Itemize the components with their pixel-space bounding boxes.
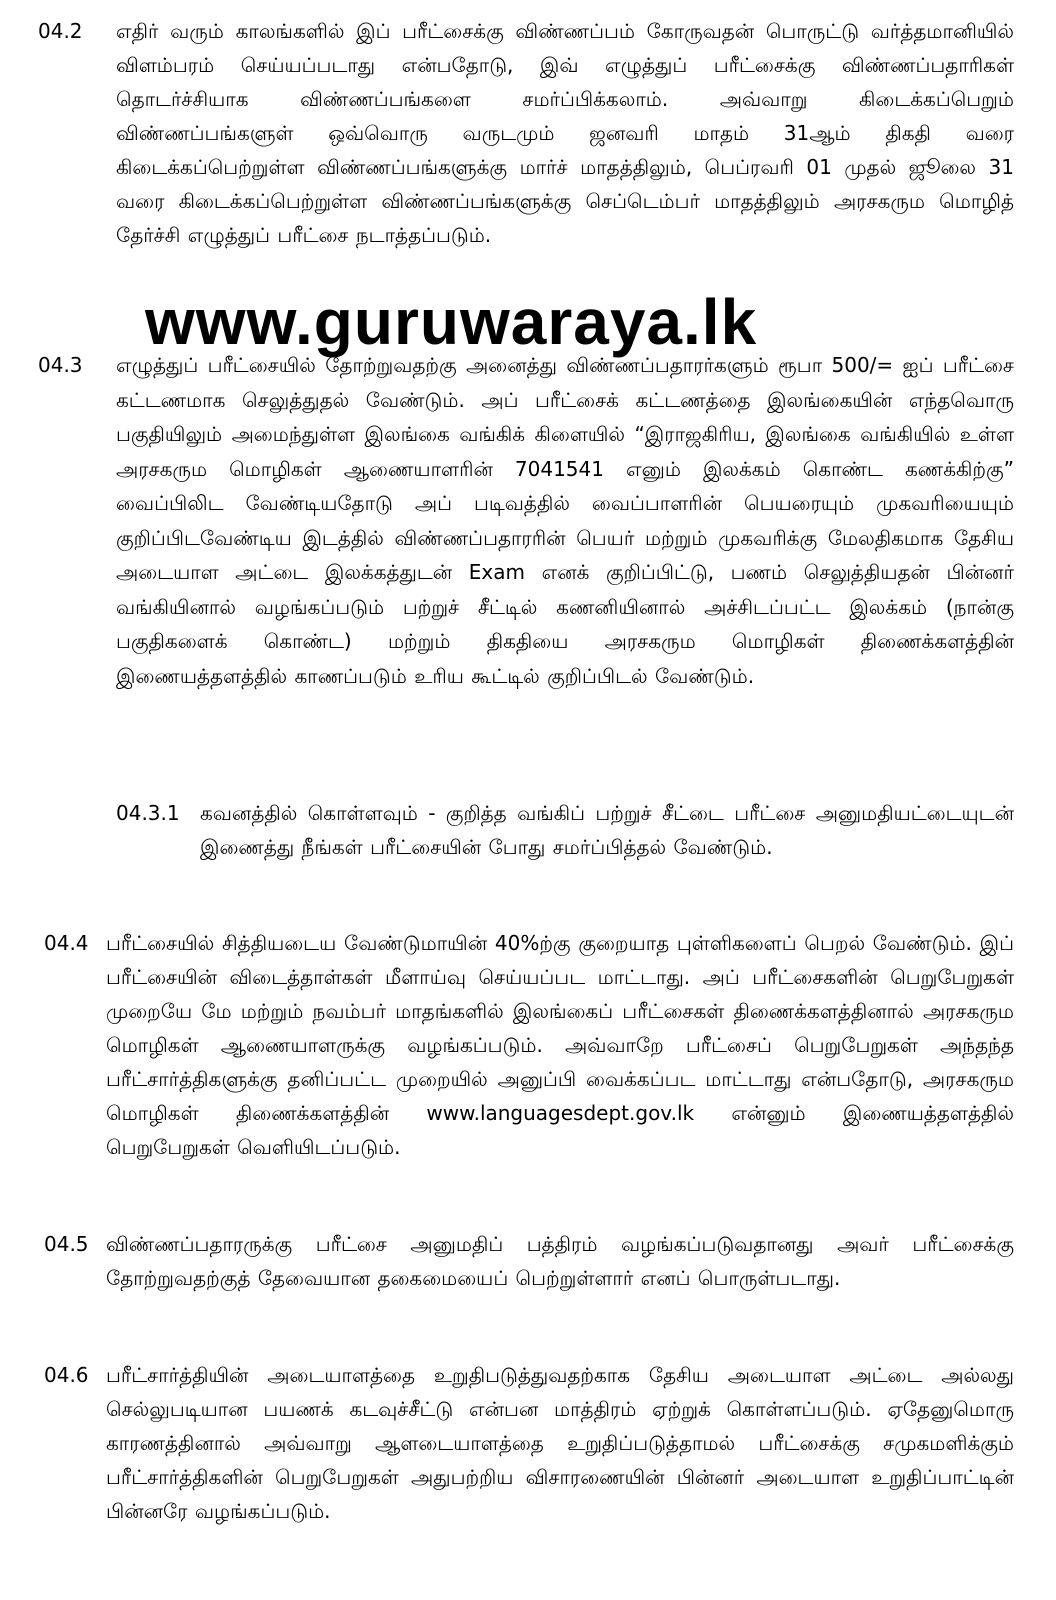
section-number-04-2: 04.2 — [38, 19, 83, 43]
section-04-4-paragraph: பரீட்சையில் சித்தியடைய வேண்டுமாயின் 40%ற்கு குறையாத புள்ளிகளைப் பெறல் வேண்டும். இப் பரீட்சையின் விடைத்தாள்கள் மீளாய்வு செய்யப்பட மாட்டாது. அப் பரீட்சைகளின் பெறுபேறுகள் முறையே மே மற்றும் நவம்பர் மாதங்களில் இலங்கைப் பரீட்சைகள் திணைக்களத்தினால் அரசகரும மொழிகள் ஆணையாளருக்கு வழங்கப்படும். அவ்வாறே பரீட்சைப் பெறுபேறுகள் அந்தந்த பரீட்சார்த்திகளுக்கு தனிப்பட்ட முறையில் அனுப்பி வைக்கப்பட மாட்டாது என்பதோடு, அரசகரும மொழிகள் திணைக்களத்தின் www.languagesdept.gov.lk என்னும் இணையத்தளத்தில் பெறுபேறுகள் வெளியிடப்படும். — [106, 931, 1014, 1159]
section-04-4-text — [106, 926, 1014, 1164]
section-04-2-text — [116, 14, 1014, 252]
section-04-3-text — [116, 348, 1014, 693]
section-04-3-paragraph: எழுத்துப் பரீட்சையில் தோற்றுவதற்கு அனைத்து விண்ணப்பதாரர்களும் ரூபா 500/= ஐப் பரீட்சை கட்டணமாக செலுத்துதல் வேண்டும். அப் பரீட்சைக் கட்டணத்தை இலங்கையின் எந்தவொரு பகுதியிலும் அமைந்துள்ள இலங்கை வங்கிக் கிளையில் “இராஜகிரிய, இலங்கை வங்கியில் உள்ள அரசகரும மொழிகள் ஆணையாளரின் 7041541 எனும் இலக்கம் கொண்ட கணக்கிற்கு” வைப்பிலிட வேண்டியதோடு அப் படிவத்தில் வைப்பாளரின் பெயரையும் முகவரியையும் குறிப்பிடவேண்டிய இடத்தில் விண்ணப்பதாரரின் பெயர் மற்றும் முகவரிக்கு மேலதிகமாக தேசிய அடையாள அட்டை இலக்கத்துடன் Exam எனக் குறிப்பிட்டு, பணம் செலுத்தியதன் பின்னர் வங்கியினால் வழங்கப்படும் பற்றுச் சீட்டில் கணனியினால் அச்சிடப்பட்ட இலக்கம் (நான்கு பகுதிகளைக் கொண்ட) மற்றும் திகதியை அரசகரும மொழிகள் திணைக்களத்தின் இணையத்தளத்தில் காணப்படும் உரிய கூட்டில் குறிப்பிடல் வேண்டும். — [116, 353, 1014, 688]
section-04-6-text — [106, 1358, 1014, 1528]
section-04-5-paragraph: விண்ணப்பதாரருக்கு பரீட்சை அனுமதிப் பத்திரம் வழங்கப்படுவதானது அவர் பரீட்சைக்கு தோற்றுவதற்குத் தேவையான தகைமையைப் பெற்றுள்ளார் எனப் பொருள்படாது. — [106, 1232, 1014, 1290]
section-number-04-3-1: 04.3.1 — [116, 801, 180, 825]
website-watermark: www.guruwaraya.lk — [145, 286, 758, 358]
section-number-04-5: 04.5 — [44, 1232, 89, 1256]
section-04-2-paragraph: எதிர் வரும் காலங்களில் இப் பரீட்சைக்கு விண்ணப்பம் கோருவதன் பொருட்டு வர்த்தமானியில் விளம்பரம் செய்யப்படாது என்பதோடு, இவ் எழுத்துப் பரீட்சைக்கு விண்ணப்பதாரிகள் தொடர்ச்சியாக விண்ணப்பங்களை சமர்ப்பிக்கலாம். அவ்வாறு கிடைக்கப்பெறும் விண்ணப்பங்களுள் ஒவ்வொரு வருடமும் ஜனவரி மாதம் 31ஆம் திகதி வரை கிடைக்கப்பெற்றுள்ள விண்ணப்பங்களுக்கு மார்ச் மாதத்திலும், பெப்ரவரி 01 முதல் ஜூலை 31 வரை கிடைக்கப்பெற்றுள்ள விண்ணப்பங்களுக்கு செப்டெம்பர் மாதத்திலும் அரசகரும மொழித் தேர்ச்சி எழுத்துப் பரீட்சை நடாத்தப்படும். — [116, 19, 1014, 247]
section-number-04-6: 04.6 — [44, 1363, 89, 1387]
section-04-6-paragraph: பரீட்சார்த்தியின் அடையாளத்தை உறுதிபடுத்துவதற்காக தேசிய அடையாள அட்டை அல்லது செல்லுபடியான பயணக் கடவுச்சீட்டு என்பன மாத்திரம் ஏற்றுக் கொள்ளப்படும். ஏதேனுமொரு காரணத்தினால் அவ்வாறு ஆளடையாளத்தை உறுதிப்படுத்தாமல் பரீட்சைக்கு சமுகமளிக்கும் பரீட்சார்த்திகளின் பெறுபேறுகள் அதுபற்றிய விசாரணையின் பின்னர் அடையாள உறுதிப்பாட்டின் பின்னரே வழங்கப்படும். — [106, 1363, 1014, 1523]
section-number-04-3: 04.3 — [38, 353, 83, 377]
section-04-5-text — [106, 1227, 1014, 1295]
section-04-3-1-text — [200, 796, 1014, 864]
section-04-3-1-paragraph: கவனத்தில் கொள்ளவும் - குறித்த வங்கிப் பற்றுச் சீட்டை பரீட்சை அனுமதியட்டையுடன் இணைத்து நீங்கள் பரீட்சையின் போது சமர்ப்பித்தல் வேண்டும். — [200, 801, 1014, 859]
section-number-04-4: 04.4 — [44, 931, 89, 955]
